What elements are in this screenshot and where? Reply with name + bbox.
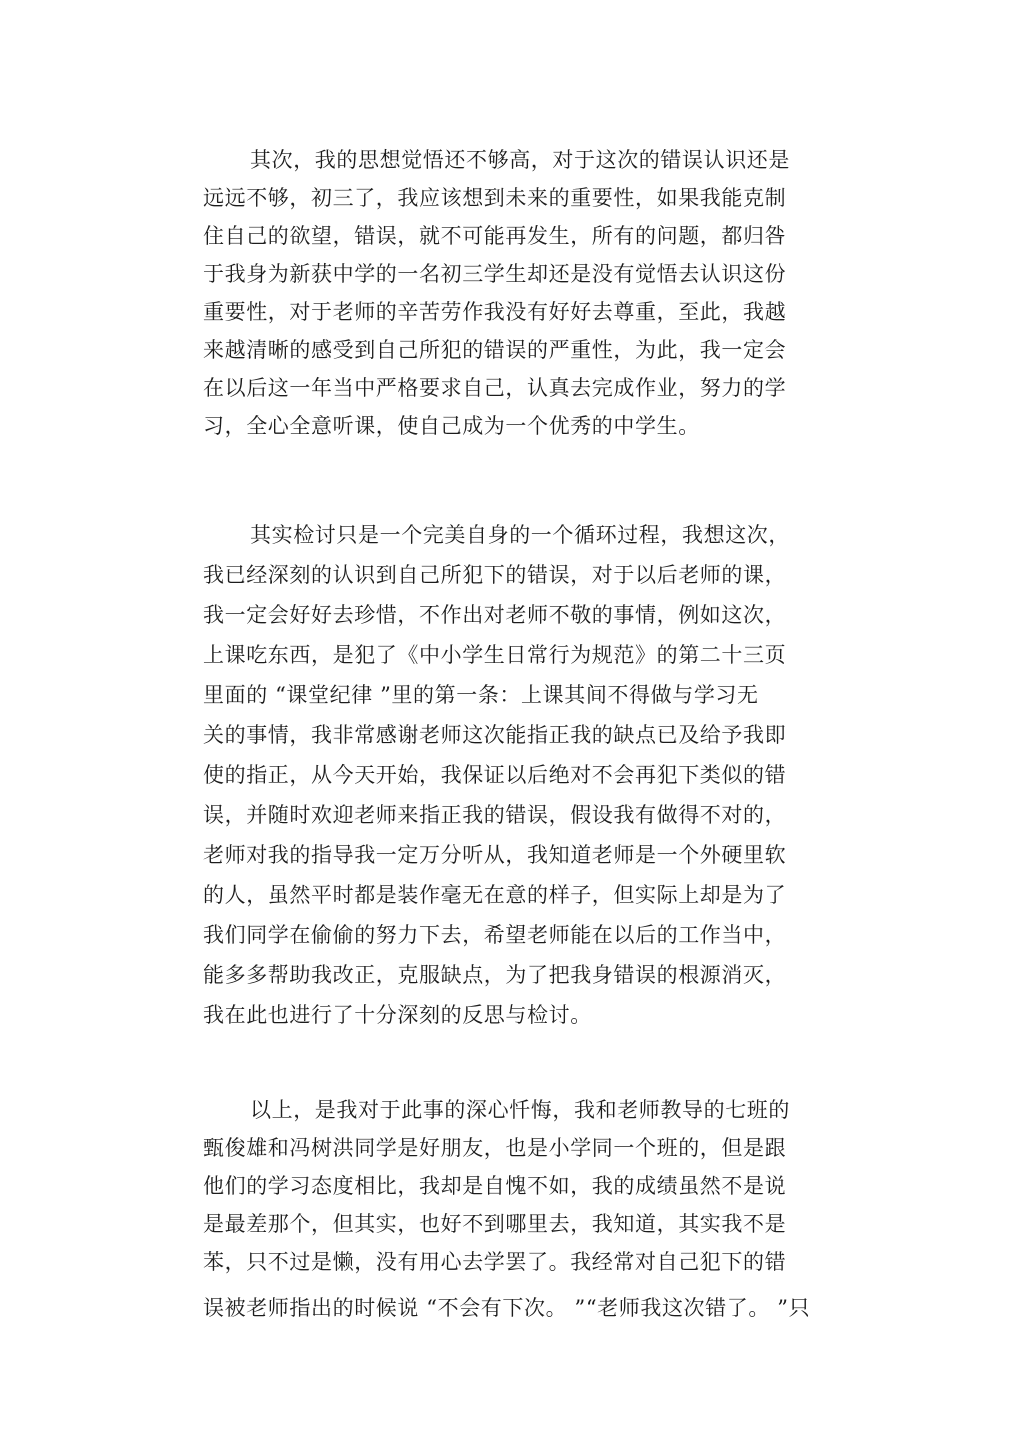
text-line: 住自己的欲望，错误，就不可能再发生，所有的问题，都归咎 <box>203 224 787 248</box>
text-line: 重要性，对于老师的辛苦劳作我没有好好去尊重，至此，我越 <box>203 300 787 324</box>
text-line: 的人，虽然平时都是装作毫无在意的样子，但实际上却是为了 <box>203 883 787 907</box>
text-line: 能多多帮助我改正，克服缺点，为了把我身错误的根源消灭， <box>203 963 787 987</box>
text-line: 我已经深刻的认识到自己所犯下的错误，对于以后老师的课， <box>203 563 787 587</box>
text-line: 我们同学在偷偷的努力下去，希望老师能在以后的工作当中， <box>203 923 787 947</box>
text-line: 是最差那个，但其实，也好不到哪里去，我知道，其实我不是 <box>203 1212 787 1236</box>
text-line: 在以后这一年当中严格要求自己，认真去完成作业，努力的学 <box>203 376 787 400</box>
text-line: 使的指正，从今天开始，我保证以后绝对不会再犯下类似的错 <box>203 763 787 787</box>
text-line: 来越清晰的感受到自己所犯的错误的严重性，为此，我一定会 <box>203 338 787 362</box>
text-line: 上课吃东西，是犯了《中小学生日常行为规范》的第二十三页 <box>203 643 787 667</box>
text-line: 里面的 “课堂纪律 ”里的第一条：上课其间不得做与学习无 <box>203 683 759 707</box>
text-line: 甄俊雄和冯树洪同学是好朋友，也是小学同一个班的，但是跟 <box>203 1136 787 1160</box>
text-line: 其实检讨只是一个完美自身的一个循环过程，我想这次， <box>250 523 790 547</box>
text-line: 于我身为新获中学的一名初三学生却还是没有觉悟去认识这份 <box>203 262 787 286</box>
text-line: 他们的学习态度相比，我却是自愧不如，我的成绩虽然不是说 <box>203 1174 787 1198</box>
text-line: 我一定会好好去珍惜，不作出对老师不敬的事情，例如这次， <box>203 603 787 627</box>
text-line: 老师对我的指导我一定万分听从，我知道老师是一个外硬里软 <box>203 843 787 867</box>
text-line: 误被老师指出的时候说 “不会有下次。 ”“老师我这次错了。 ”只 <box>203 1296 811 1320</box>
text-line: 我在此也进行了十分深刻的反思与检讨。 <box>203 1003 592 1027</box>
text-line: 习，全心全意听课，使自己成为一个优秀的中学生。 <box>203 414 700 438</box>
text-line: 苯，只不过是懒，没有用心去学罢了。我经常对自己犯下的错 <box>203 1250 787 1274</box>
text-line: 其次，我的思想觉悟还不够高，对于这次的错误认识还是 <box>250 148 790 172</box>
text-line: 误，并随时欢迎老师来指正我的错误，假设我有做得不对的， <box>203 803 787 827</box>
text-line: 远远不够，初三了，我应该想到未来的重要性，如果我能克制 <box>203 186 787 210</box>
text-line: 关的事情，我非常感谢老师这次能指正我的缺点已及给予我即 <box>203 723 787 747</box>
text-line: 以上，是我对于此事的深心忏悔，我和老师教导的七班的 <box>250 1098 790 1122</box>
